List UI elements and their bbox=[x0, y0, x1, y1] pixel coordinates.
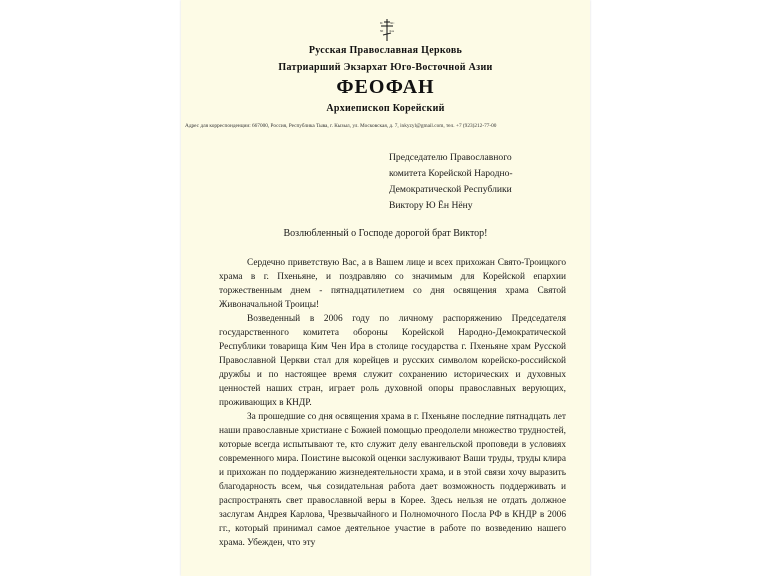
body-paragraph: За прошедшие со дня освящения храма в г. Пхеньяне последние пятнадцать лет наши православные христиане с Божией помощью преодолели множество трудностей, которые всегда испытывают те, кто служит делу евангельской проповеди в условиях современного мира. Поистине высокой оценки заслуживают Ваши труды, труды клира и прихожан по поддержанию жизнедеятельности храма, и в этой связи хочу выразить благодарность всем, чья созидательная работа дает возможность поддерживать и распространять свет православной веры в Корее. Здесь нельзя не отдать должное заслугам Андрея Карлова, Чрезвычайного и Полномочного Посла РФ в КНДР в 2006 гг., который принимал самое деятельное участие в работе по возведению нашего храма. Убежден, что эту bbox=[219, 412, 566, 548]
orthodox-cross-emblem-icon bbox=[379, 18, 395, 42]
body-paragraph: Сердечно приветствую Вас, а в Вашем лице и всех прихожан Свято-Троицкого храма в г. Пхеньяне, и поздравляю со значимым для Корейской епархии торжественным днем - пятнадцатилетием со дня освящения храма Святой Живоначальной Троицы! bbox=[219, 258, 566, 310]
church-name: Русская Православная Церковь bbox=[308, 45, 463, 56]
recipient-line: Председателю Православного bbox=[389, 152, 512, 163]
body-paragraph: Возведенный в 2006 году по личному распоряжению Председателя государственного комитета обороны Корейской Народно-Демократической Республики товарища Ким Чен Ира в столице государства г. Пхеньяне храм Русской Православной Церкви стал для корейцев и русских символом корейско-российской дружбы и по настоящее время служит сохранению исторических и духовных ценностей наших стран, играет роль духовной опоры православных верующих, проживающих в КНДР. bbox=[219, 314, 566, 408]
letter-page bbox=[181, 0, 590, 576]
greeting: Возлюбленный о Господе дорогой брат Виктор! bbox=[283, 228, 488, 239]
correspondence-address: Адрес для корреспонденции: 667000, Россия, Республика Тыва, г. Кызыл, ул. Московская, д. 7, inkyzyl@gmail.com, тел. +7 (923)212-77-00 bbox=[185, 123, 497, 129]
recipient-line: Виктору Ю Ён Нёну bbox=[389, 200, 473, 211]
sender-title: Архиепископ Корейский bbox=[326, 103, 445, 114]
svg-text:IC: IC bbox=[380, 21, 384, 25]
svg-text:NI: NI bbox=[380, 29, 384, 33]
recipient-line: комитета Корейской Народно- bbox=[389, 168, 513, 179]
exarchate-name: Патриарший Экзархат Юго-Восточной Азии bbox=[278, 62, 493, 73]
recipient-line: Демократической Республики bbox=[389, 184, 512, 195]
svg-text:KA: KA bbox=[389, 29, 395, 33]
recipient-block bbox=[389, 150, 589, 214]
letter-body bbox=[219, 256, 566, 550]
sender-name: ФЕОФАН bbox=[336, 76, 435, 98]
svg-text:XC: XC bbox=[390, 21, 395, 25]
